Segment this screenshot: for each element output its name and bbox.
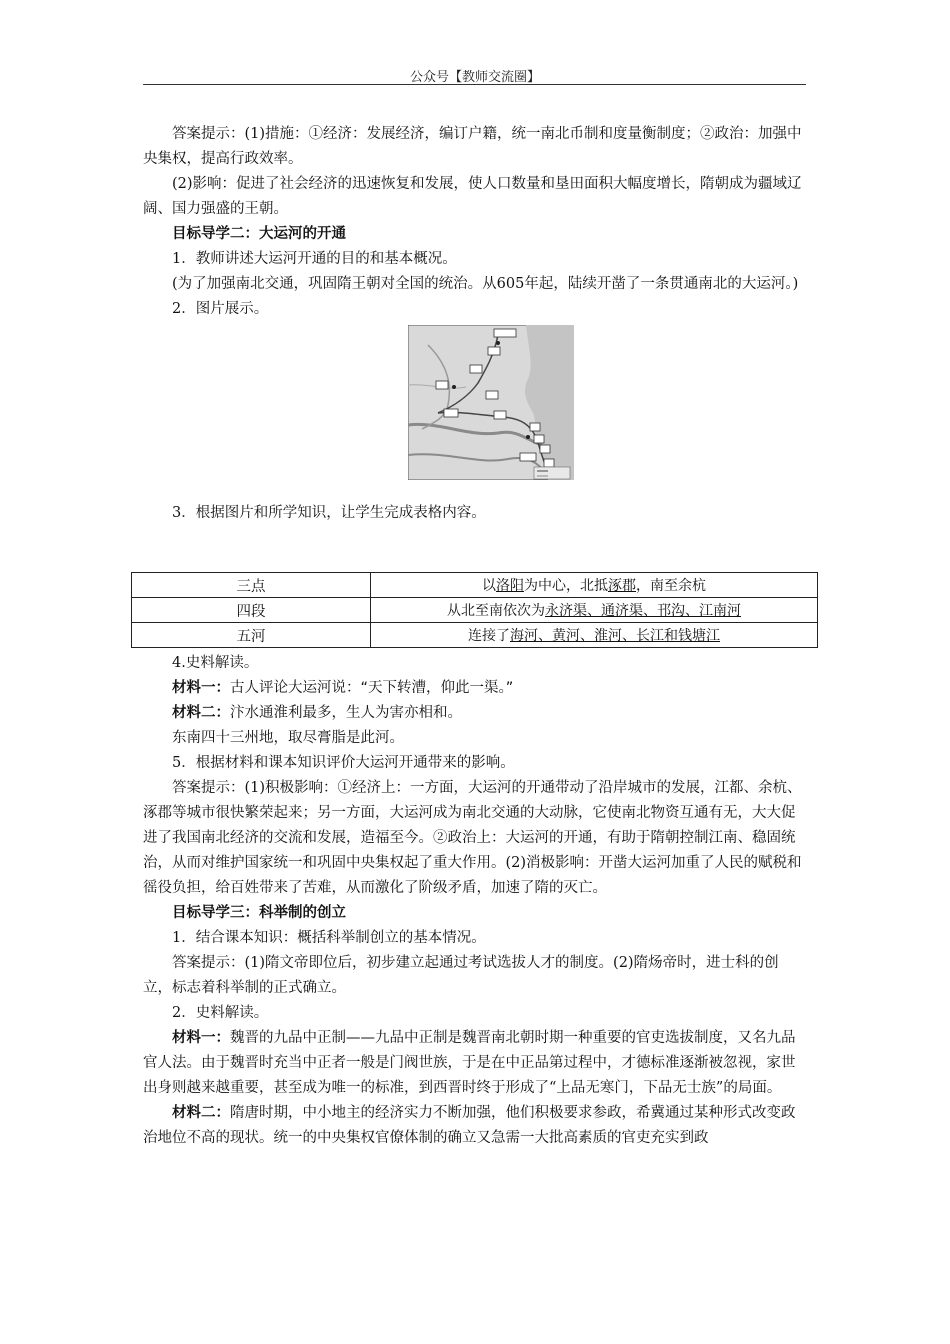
section2-item-1: 1．教师讲述大运河开通的目的和基本概况。 (172, 251, 457, 267)
table-value (371, 623, 818, 648)
table-value (371, 573, 818, 598)
section-title-3: 目标导学三：科举制的创立 (172, 905, 346, 921)
section3-item-2: 2．史料解读。 (172, 1005, 269, 1021)
block2-item-5: 5．根据材料和课本知识评价大运河开通带来的影响。 (172, 755, 515, 771)
material-3 (143, 1026, 806, 1101)
material-2 (143, 701, 806, 726)
material-label: 材料一： (172, 1030, 230, 1046)
material-text: 隋唐时期，中小地主的经济实力不断加强，他们积极要求参政，希冀通过某种形式改变政治地位不高的现状。统一的中央集权官僚体制的确立又急需一大批高素质的官吏充实到政 (143, 1105, 796, 1146)
table-key: 三点 (132, 573, 371, 598)
page-header: 公众号【教师交流圈】 (409, 70, 540, 85)
text-underlined: 永济渠、通济渠、邗沟、江南河 (545, 603, 741, 619)
table-value (371, 598, 818, 623)
grand-canal-map-icon (408, 325, 574, 480)
map-figure (143, 325, 806, 485)
text-post: ，南至余杭 (636, 578, 706, 594)
material-label: 材料二： (172, 1105, 230, 1121)
text-pre: 连接了 (468, 628, 510, 644)
answer-paragraph-4: 答案提示：(1)隋文帝即位后，初步建立起通过考试选拔人才的制度。(2)隋炀帝时，进士科的创立，标志着科举制的正式确立。 (143, 955, 779, 996)
text-underlined: 海河、黄河、淮河、长江和钱塘江 (510, 628, 720, 644)
table-key: 五河 (132, 623, 371, 648)
material-text: 古人评论大运河说：“天下转漕，仰此一渠。” (230, 680, 514, 696)
material-4 (143, 1101, 806, 1151)
content-bottom (143, 651, 806, 1151)
block2-item-4: 4.史料解读。 (172, 655, 259, 671)
section-title-2: 目标导学二：大运河的开通 (172, 226, 346, 242)
answer-paragraph-3: 答案提示：(1)积极影响：①经济上：一方面，大运河的开通带动了沿岸城市的发展，江都、余杭、涿郡等城市很快繁荣起来；另一方面，大运河成为南北交通的大动脉，它使南北物资互通有无，大大促进了我国南北经济的交流和发展，造福至今。②政治上：大运河的开通，有助于隋朝控制江南、稳固统治，从而对维护国家统一和巩固中央集权起了重大作用。(2)消极影响：开凿大运河加重了人民的赋税和徭役负担，给百姓带来了苦难，从而激化了阶级矛盾，加速了隋的灭亡。 (143, 780, 802, 896)
table-key: 四段 (132, 598, 371, 623)
canal-table (131, 572, 818, 648)
answer-paragraph-2: (2)影响：促进了社会经济的迅速恢复和发展，使人口数量和垦田面积大幅度增长，隋朝成为疆域辽阔、国力强盛的王朝。 (143, 176, 802, 217)
text-pre: 以 (482, 578, 496, 594)
material-label: 材料一： (172, 680, 230, 696)
header-rule (143, 84, 806, 85)
text-mid: 为中心，北抵 (524, 578, 608, 594)
section2-item-3: 3．根据图片和所学知识，让学生完成表格内容。 (172, 505, 486, 521)
spacer (143, 485, 806, 501)
material-label: 材料二： (172, 705, 230, 721)
text-pre: 从北至南依次为 (447, 603, 545, 619)
text-underlined: 涿郡 (608, 578, 636, 594)
answer-paragraph-1: 答案提示：(1)措施：①经济：发展经济，编订户籍，统一南北币制和度量衡制度；②政治：加强中央集权，提高行政效率。 (143, 126, 802, 167)
table-row (132, 598, 818, 623)
material-text: 汴水通淮利最多，生人为害亦相和。 (230, 705, 462, 721)
table-row (132, 623, 818, 648)
table-row (132, 573, 818, 598)
text-underlined: 洛阳 (496, 578, 524, 594)
material-1 (143, 676, 806, 701)
material-text: 魏晋的九品中正制——九品中正制是魏晋南北朝时期一种重要的官吏选拔制度，又名九品官人法。由于魏晋时充当中正者一般是门阀世族，于是在中正品第过程中，才德标准逐渐被忽视，家世出身则越来越重要，甚至成为唯一的标准，到西晋时终于形成了“上品无寒门，下品无士族”的局面。 (143, 1030, 796, 1096)
content-top (143, 122, 806, 526)
section2-item-1-note: (为了加强南北交通，巩固隋王朝对全国的统治。从605年起，陆续开凿了一条贯通南北的大运河。) (172, 276, 799, 292)
section2-item-2: 2．图片展示。 (172, 301, 269, 317)
section3-item-1: 1．结合课本知识：概括科举制创立的基本情况。 (172, 930, 486, 946)
material-2-line-2: 东南四十三州地，取尽膏脂是此河。 (172, 730, 404, 746)
